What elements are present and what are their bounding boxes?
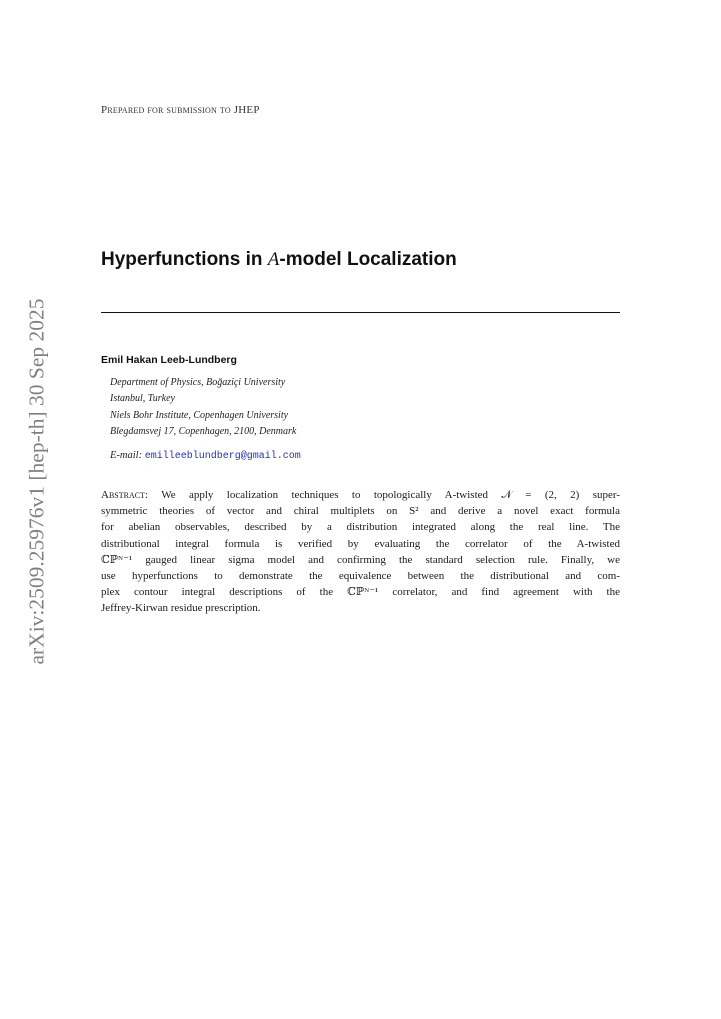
abstract-line: plex contour integral descriptions of the ℂℙᴺ⁻¹ correlator, and find agreement with the <box>101 586 620 599</box>
author-name: Emil Hakan Leeb-Lundberg <box>101 354 237 366</box>
submission-note: Prepared for submission to JHEP <box>101 104 260 116</box>
abstract-line: use hyperfunctions to demonstrate the equivalence between the distributional and com- <box>101 570 620 583</box>
title-math: A <box>267 249 280 270</box>
paper-title <box>101 249 457 271</box>
title-divider <box>101 312 620 313</box>
abstract-line: for abelian observables, described by a distribution integrated along the real line. The <box>101 521 620 534</box>
affiliation-line: Niels Bohr Institute, Copenhagen University <box>110 410 289 421</box>
abstract-line-text: We apply localization techniques to topologically A-twisted 𝒩 = (2, 2) super- <box>161 489 620 501</box>
abstract-heading: Abstract: <box>101 489 149 501</box>
arxiv-stamp <box>22 294 52 668</box>
affiliation-line: Department of Physics, Boğaziçi University <box>110 377 286 388</box>
abstract-line: Jeffrey-Kirwan residue prescription. <box>101 602 261 615</box>
affiliation-line: Blegdamsvej 17, Copenhagen, 2100, Denmark <box>110 426 297 437</box>
abstract <box>101 487 620 617</box>
abstract-line: distributional integral formula is verified by evaluating the correlator of the A-twisted <box>101 537 620 550</box>
email-label: E-mail: <box>110 450 143 461</box>
email-block <box>110 450 301 462</box>
abstract-line: ℂℙᴺ⁻¹ gauged linear sigma model and confirming the standard selection rule. Finally, we <box>101 553 620 566</box>
title-part-1: Hyperfunctions in <box>101 249 268 270</box>
abstract-line <box>101 487 620 503</box>
email-link[interactable]: emilleeblundberg@gmail.com <box>144 451 301 462</box>
arxiv-stamp-text: arXiv:2509.25976v1 [hep-th] 30 Sep 2025 <box>24 297 49 665</box>
title-part-2: -model Localization <box>279 249 457 270</box>
abstract-line: symmetric theories of vector and chiral multiplets on S² and derive a novel exact formula <box>101 505 620 518</box>
affiliation-line: Istanbul, Turkey <box>110 393 175 404</box>
